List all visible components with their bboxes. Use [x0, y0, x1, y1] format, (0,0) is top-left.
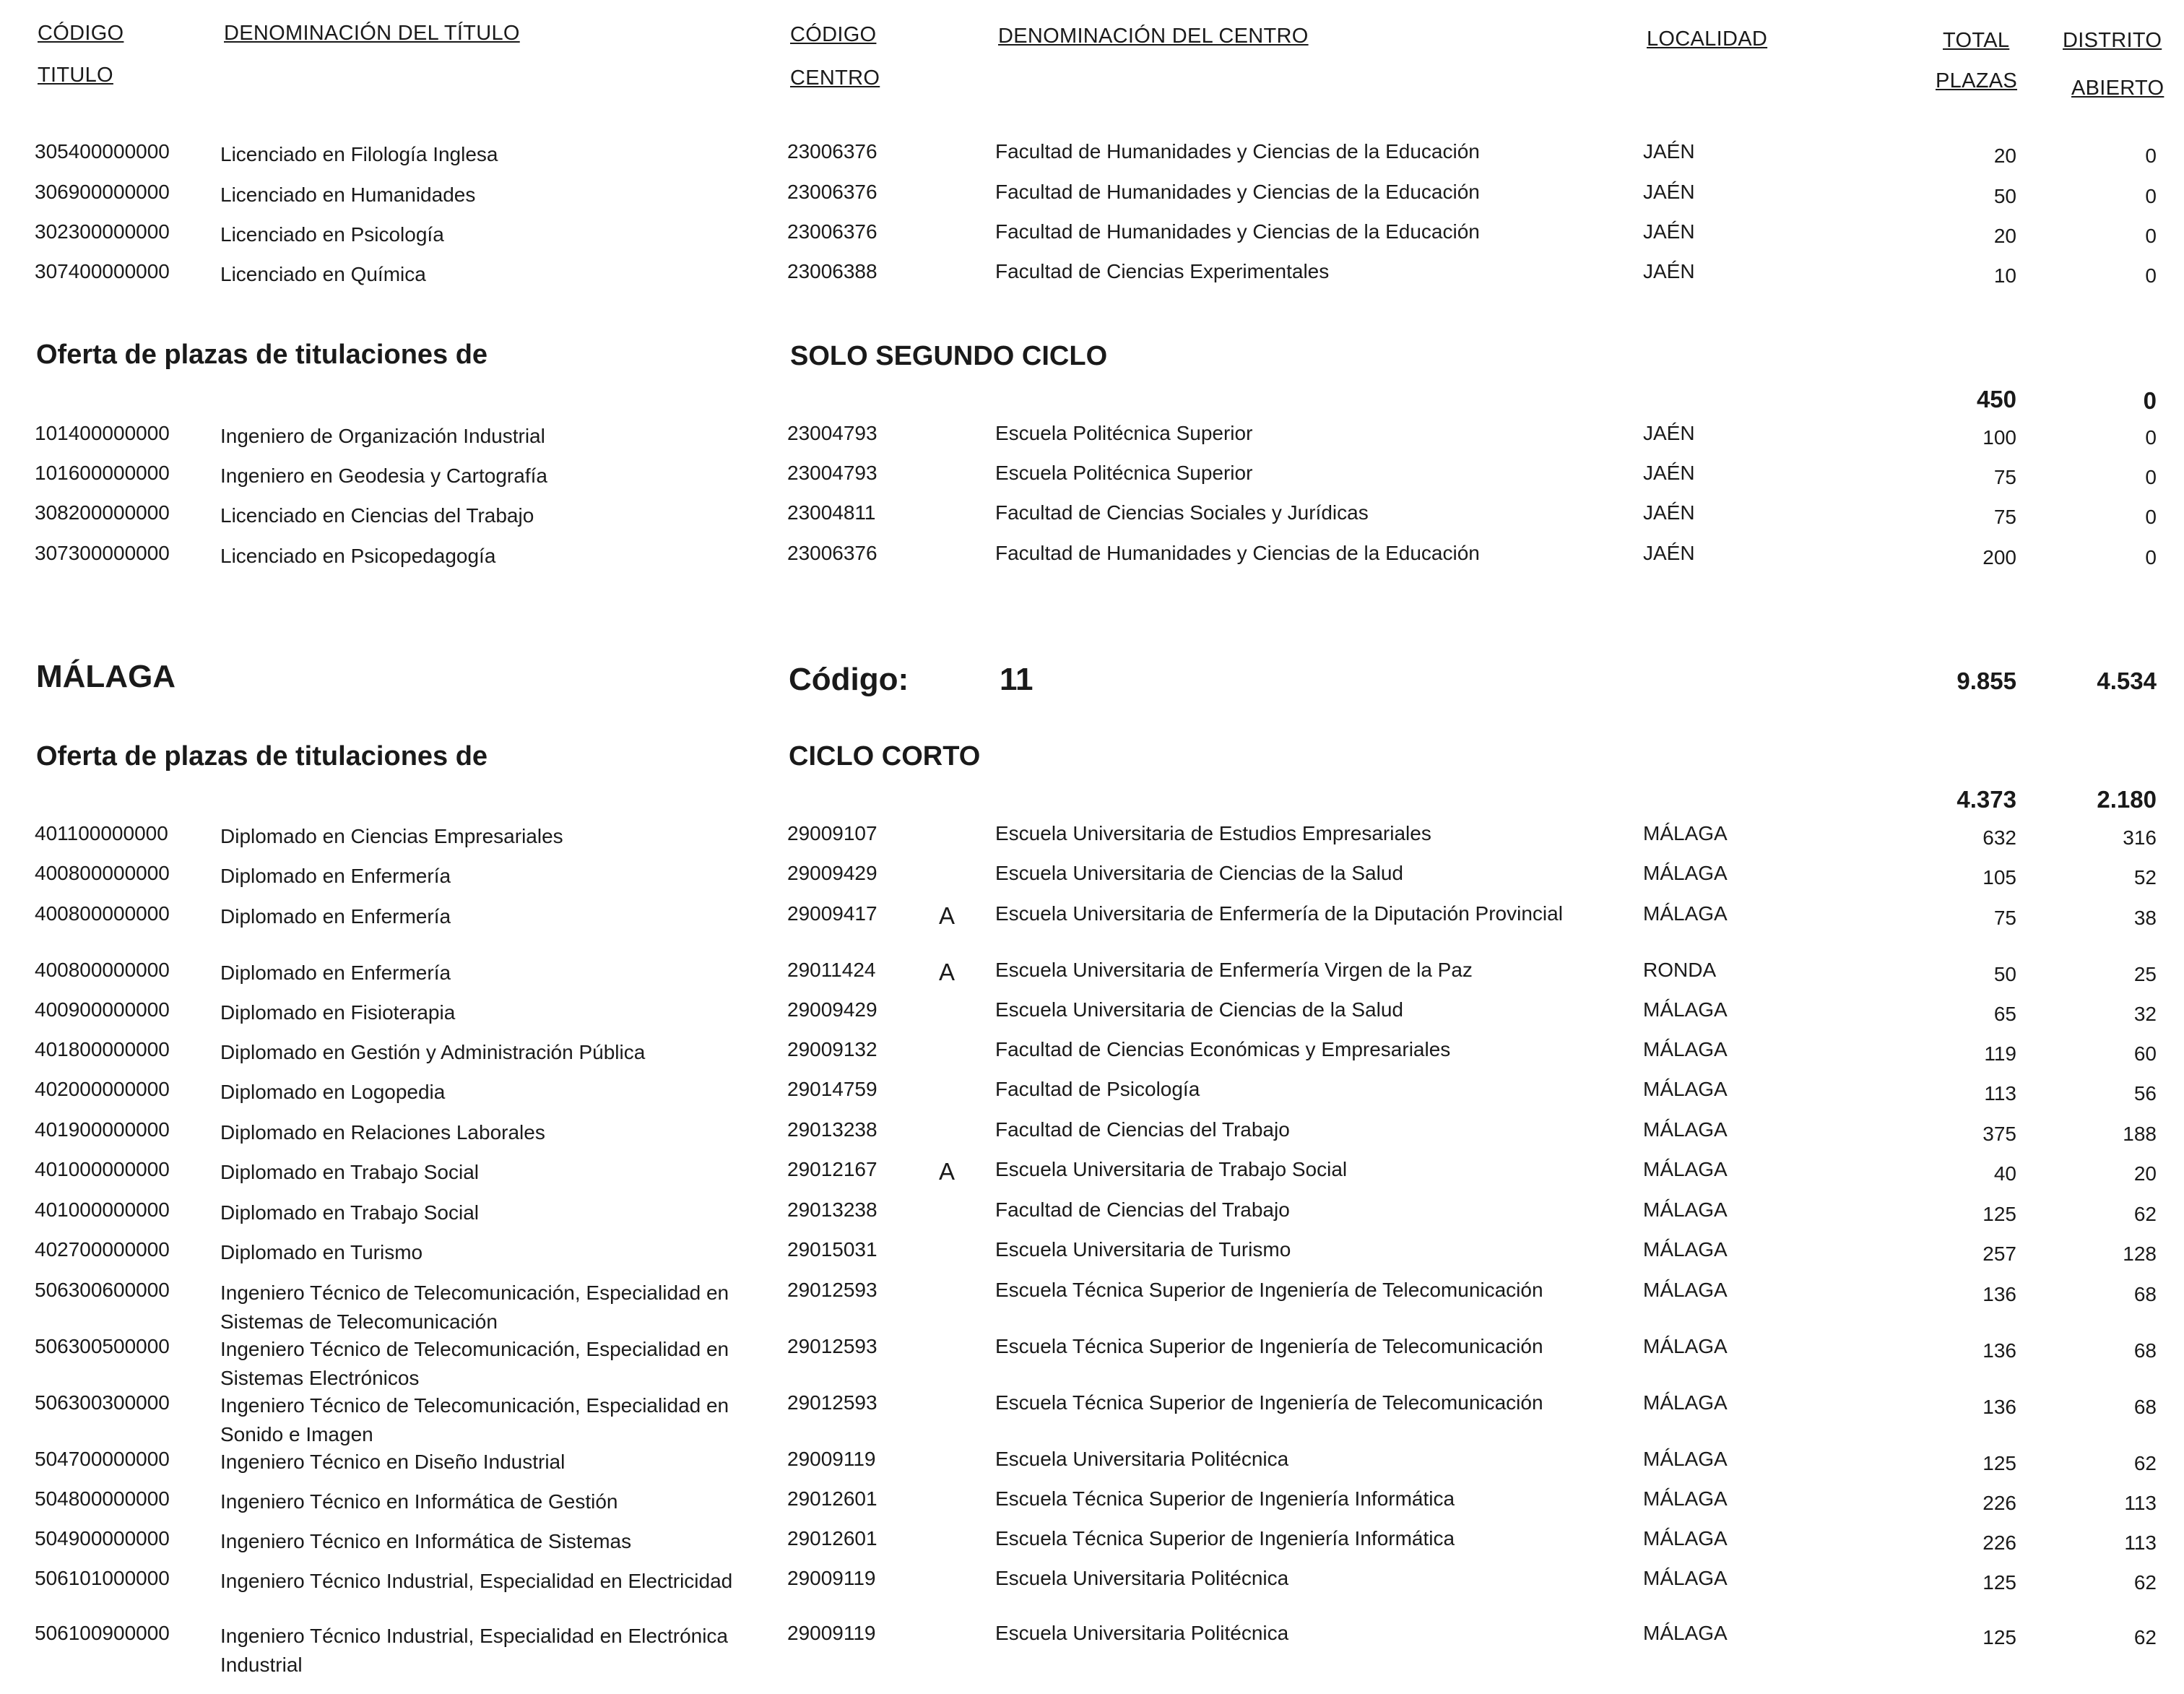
- distrito-abierto: 0: [2145, 466, 2157, 488]
- total-plazas: 20: [1993, 144, 2016, 167]
- centro-flag: A: [939, 959, 956, 985]
- distrito-abierto: 0: [2145, 264, 2157, 287]
- localidad: MÁLAGA: [1643, 998, 1728, 1021]
- province-name: MÁLAGA: [36, 659, 176, 694]
- denominacion-centro: Facultad de Psicología: [995, 1078, 1200, 1100]
- total-plazas: 125: [1982, 1626, 2016, 1648]
- codigo-centro: 29012167: [787, 1158, 878, 1180]
- denominacion-centro: Facultad de Humanidades y Ciencias de la Educación: [995, 140, 1480, 163]
- distrito-abierto: 62: [2133, 1571, 2157, 1594]
- codigo-titulo: 400800000000: [35, 959, 170, 981]
- codigo-titulo: 506300600000: [35, 1279, 170, 1301]
- localidad: MÁLAGA: [1643, 1391, 1728, 1414]
- header-codigo-titulo-2: TITULO: [38, 64, 113, 87]
- denominacion-centro: Facultad de Humanidades y Ciencias de la Educación: [995, 542, 1480, 564]
- denominacion-centro: Escuela Técnica Superior de Ingeniería Informática: [995, 1527, 1455, 1550]
- denominacion-titulo: Ingeniero Técnico en Informática de Gestión: [220, 1490, 618, 1513]
- localidad: JAÉN: [1643, 260, 1695, 282]
- localidad: JAÉN: [1643, 220, 1695, 243]
- localidad: MÁLAGA: [1643, 1158, 1728, 1180]
- header-localidad: LOCALIDAD: [1647, 27, 1768, 51]
- denominacion-titulo: Ingeniero Técnico de Telecomunicación, Especialidad en Sistemas Electrónicos: [220, 1338, 729, 1389]
- codigo-centro: 29012593: [787, 1391, 878, 1414]
- codigo-titulo: 504900000000: [35, 1527, 170, 1550]
- localidad: MÁLAGA: [1643, 902, 1728, 925]
- codigo-titulo: 402000000000: [35, 1078, 170, 1100]
- denominacion-centro: Escuela Universitaria Politécnica: [995, 1567, 1289, 1589]
- denominacion-titulo: Diplomado en Enfermería: [220, 905, 451, 928]
- localidad: MÁLAGA: [1643, 1335, 1728, 1357]
- codigo-titulo: 401900000000: [35, 1118, 170, 1141]
- codigo-titulo: 308200000000: [35, 501, 170, 524]
- distrito-abierto: 188: [2123, 1123, 2157, 1145]
- localidad: MÁLAGA: [1643, 1487, 1728, 1510]
- distrito-abierto: 113: [2124, 1492, 2157, 1514]
- centro-flag: A: [939, 1158, 956, 1185]
- total-plazas: 65: [1993, 1003, 2016, 1025]
- distrito-abierto: 113: [2124, 1531, 2157, 1554]
- distrito-abierto: 32: [2133, 1003, 2157, 1025]
- distrito-abierto: 0: [2145, 144, 2157, 167]
- localidad: MÁLAGA: [1643, 1279, 1728, 1301]
- codigo-titulo: 307400000000: [35, 260, 170, 282]
- denominacion-centro: Escuela Politécnica Superior: [995, 422, 1253, 444]
- localidad: MÁLAGA: [1643, 1527, 1728, 1550]
- distrito-abierto: 20: [2133, 1162, 2157, 1185]
- denominacion-centro: Facultad de Humanidades y Ciencias de la Educación: [995, 181, 1480, 203]
- localidad: MÁLAGA: [1643, 862, 1728, 884]
- distrito-abierto: 0: [2145, 185, 2157, 207]
- localidad: MÁLAGA: [1643, 1118, 1728, 1141]
- localidad: RONDA: [1643, 959, 1717, 981]
- total-plazas: 125: [1982, 1452, 2016, 1474]
- codigo-centro: 29011424: [787, 959, 876, 981]
- total-plazas: 10: [1993, 264, 2016, 287]
- header-denominacion-centro: DENOMINACIÓN DEL CENTRO: [998, 25, 1309, 48]
- codigo-titulo: 306900000000: [35, 181, 170, 203]
- denominacion-centro: Facultad de Ciencias Experimentales: [995, 260, 1330, 282]
- denominacion-centro: Escuela Universitaria de Enfermería de la Diputación Provincial: [995, 902, 1563, 925]
- codigo-centro: 29012593: [787, 1335, 878, 1357]
- denominacion-titulo: Diplomado en Gestión y Administración Pública: [220, 1041, 646, 1063]
- codigo-titulo: 504700000000: [35, 1448, 170, 1470]
- denominacion-centro: Escuela Universitaria de Ciencias de la Salud: [995, 998, 1403, 1021]
- denominacion-titulo: Licenciado en Filología Inglesa: [220, 143, 498, 165]
- codigo-titulo: 401000000000: [35, 1158, 170, 1180]
- codigo-titulo: 101600000000: [35, 462, 170, 484]
- total-plazas: 226: [1982, 1492, 2016, 1514]
- localidad: JAÉN: [1643, 501, 1695, 524]
- header-codigo-titulo-1: CÓDIGO: [38, 22, 124, 45]
- denominacion-titulo: Ingeniero de Organización Industrial: [220, 425, 545, 447]
- denominacion-titulo: Ingeniero Técnico de Telecomunicación, Especialidad en Sonido e Imagen: [220, 1394, 729, 1445]
- total-plazas: 375: [1982, 1123, 2016, 1145]
- denominacion-titulo: Licenciado en Psicopedagogía: [220, 545, 496, 567]
- distrito-abierto: 0: [2145, 506, 2157, 528]
- total-plazas: 20: [1993, 225, 2016, 247]
- localidad: JAÉN: [1643, 462, 1695, 484]
- section-total-plazas: 4.373: [1956, 786, 2016, 813]
- section-distrito-abierto: 0: [2143, 387, 2157, 414]
- header-distrito-abierto-1: DISTRITO: [2063, 29, 2162, 52]
- localidad: MÁLAGA: [1643, 1448, 1728, 1470]
- codigo-centro: 29009119: [787, 1567, 876, 1589]
- localidad: MÁLAGA: [1643, 1622, 1728, 1644]
- total-plazas: 257: [1982, 1243, 2016, 1265]
- codigo-centro: 29013238: [787, 1118, 878, 1141]
- denominacion-titulo: Licenciado en Humanidades: [220, 183, 476, 206]
- codigo-centro: 29009417: [787, 902, 878, 925]
- codigo-centro: 23004793: [787, 462, 878, 484]
- denominacion-titulo: Ingeniero Técnico Industrial, Especialidad en Electrónica Industrial: [220, 1625, 729, 1676]
- distrito-abierto: 316: [2123, 826, 2157, 849]
- codigo-centro: 29009132: [787, 1038, 878, 1060]
- denominacion-centro: Escuela Politécnica Superior: [995, 462, 1253, 484]
- codigo-centro: 29013238: [787, 1198, 878, 1221]
- codigo-titulo: 400900000000: [35, 998, 170, 1021]
- distrito-abierto: 0: [2145, 546, 2157, 569]
- denominacion-titulo: Licenciado en Química: [220, 263, 426, 285]
- localidad: MÁLAGA: [1643, 1238, 1728, 1261]
- codigo-titulo: 506101000000: [35, 1567, 170, 1589]
- distrito-abierto: 62: [2133, 1626, 2157, 1648]
- denominacion-centro: Facultad de Ciencias Económicas y Empresariales: [995, 1038, 1451, 1060]
- codigo-titulo: 402700000000: [35, 1238, 170, 1261]
- section-type: SOLO SEGUNDO CICLO: [790, 341, 1108, 371]
- localidad: MÁLAGA: [1643, 1198, 1728, 1221]
- denominacion-centro: Escuela Técnica Superior de Ingeniería de Telecomunicación: [995, 1391, 1543, 1414]
- header-total-plazas-1: TOTAL: [1943, 29, 2010, 52]
- denominacion-titulo: Licenciado en Ciencias del Trabajo: [220, 504, 534, 527]
- localidad: JAÉN: [1643, 542, 1695, 564]
- total-plazas: 136: [1982, 1396, 2016, 1418]
- localidad: MÁLAGA: [1643, 1038, 1728, 1060]
- codigo-titulo: 305400000000: [35, 140, 170, 163]
- province-total-plazas: 9.855: [1956, 667, 2016, 694]
- denominacion-titulo: Ingeniero Técnico de Telecomunicación, Especialidad en Sistemas de Telecomunicación: [220, 1282, 729, 1333]
- denominacion-centro: Facultad de Ciencias del Trabajo: [995, 1118, 1290, 1141]
- codigo-titulo: 401100000000: [35, 822, 168, 844]
- distrito-abierto: 128: [2123, 1243, 2157, 1265]
- distrito-abierto: 62: [2133, 1203, 2157, 1225]
- section-total-plazas: 450: [1976, 386, 2016, 412]
- section-label: Oferta de plazas de titulaciones de: [36, 741, 488, 772]
- codigo-titulo: 504800000000: [35, 1487, 170, 1510]
- denominacion-titulo: Licenciado en Psicología: [220, 223, 444, 246]
- codigo-centro: 23004793: [787, 422, 878, 444]
- total-plazas: 113: [1984, 1082, 2016, 1105]
- denominacion-titulo: Diplomado en Enfermería: [220, 865, 451, 887]
- section-label: Oferta de plazas de titulaciones de: [36, 340, 488, 370]
- province-codigo-label: Código:: [789, 662, 909, 697]
- denominacion-titulo: Diplomado en Ciencias Empresariales: [220, 825, 563, 847]
- codigo-centro: 23006376: [787, 181, 878, 203]
- denominacion-titulo: Diplomado en Trabajo Social: [220, 1201, 479, 1224]
- header-total-plazas-2: PLAZAS: [1936, 69, 2018, 92]
- codigo-centro: 29009119: [787, 1448, 876, 1470]
- total-plazas: 105: [1982, 866, 2016, 889]
- codigo-centro: 29012593: [787, 1279, 878, 1301]
- header-denominacion-titulo: DENOMINACIÓN DEL TÍTULO: [224, 22, 520, 45]
- codigo-centro: 29014759: [787, 1078, 878, 1100]
- denominacion-titulo: Diplomado en Enfermería: [220, 961, 451, 984]
- header-codigo-centro-2: CENTRO: [790, 66, 880, 90]
- section-type: CICLO CORTO: [789, 741, 981, 772]
- denominacion-titulo: Diplomado en Relaciones Laborales: [220, 1121, 545, 1144]
- denominacion-centro: Facultad de Ciencias del Trabajo: [995, 1198, 1290, 1221]
- distrito-abierto: 52: [2133, 866, 2157, 889]
- denominacion-centro: Escuela Universitaria Politécnica: [995, 1448, 1289, 1470]
- denominacion-centro: Escuela Universitaria Politécnica: [995, 1622, 1289, 1644]
- denominacion-centro: Escuela Técnica Superior de Ingeniería Informática: [995, 1487, 1455, 1510]
- distrito-abierto: 62: [2133, 1452, 2157, 1474]
- total-plazas: 136: [1982, 1339, 2016, 1362]
- codigo-titulo: 401800000000: [35, 1038, 170, 1060]
- distrito-abierto: 60: [2133, 1042, 2157, 1065]
- header-codigo-centro-1: CÓDIGO: [790, 23, 877, 46]
- localidad: MÁLAGA: [1643, 1567, 1728, 1589]
- codigo-centro: 23006376: [787, 140, 878, 163]
- localidad: JAÉN: [1643, 422, 1695, 444]
- codigo-titulo: 101400000000: [35, 422, 170, 444]
- province-codigo: 11: [1000, 662, 1034, 697]
- total-plazas: 632: [1982, 826, 2016, 849]
- codigo-centro: 23006376: [787, 220, 878, 243]
- total-plazas: 125: [1982, 1571, 2016, 1594]
- codigo-titulo: 400800000000: [35, 862, 170, 884]
- localidad: MÁLAGA: [1643, 1078, 1728, 1100]
- codigo-centro: 29009107: [787, 822, 878, 844]
- total-plazas: 50: [1993, 963, 2016, 985]
- header-distrito-abierto-2: ABIERTO: [2071, 77, 2164, 100]
- section-distrito-abierto: 2.180: [2097, 786, 2157, 813]
- codigo-centro: 29009429: [787, 862, 878, 884]
- distrito-abierto: 25: [2133, 963, 2157, 985]
- codigo-titulo: 506100900000: [35, 1622, 170, 1644]
- denominacion-centro: Escuela Universitaria de Ciencias de la Salud: [995, 862, 1403, 884]
- denominacion-centro: Escuela Universitaria de Enfermería Virgen de la Paz: [995, 959, 1473, 981]
- distrito-abierto: 68: [2133, 1339, 2157, 1362]
- total-plazas: 40: [1993, 1162, 2016, 1185]
- distrito-abierto: 0: [2145, 225, 2157, 247]
- localidad: MÁLAGA: [1643, 822, 1728, 844]
- codigo-titulo: 506300500000: [35, 1335, 170, 1357]
- localidad: JAÉN: [1643, 181, 1695, 203]
- codigo-centro: 29009119: [787, 1622, 876, 1644]
- denominacion-titulo: Ingeniero en Geodesia y Cartografía: [220, 464, 547, 487]
- total-plazas: 75: [1993, 907, 2016, 929]
- total-plazas: 75: [1993, 466, 2016, 488]
- denominacion-titulo: Ingeniero Técnico Industrial, Especialidad en Electricidad: [220, 1570, 733, 1592]
- codigo-titulo: 400800000000: [35, 902, 170, 925]
- denominacion-centro: Escuela Técnica Superior de Ingeniería de Telecomunicación: [995, 1279, 1543, 1301]
- total-plazas: 119: [1984, 1042, 2016, 1065]
- codigo-titulo: 302300000000: [35, 220, 170, 243]
- distrito-abierto: 68: [2133, 1396, 2157, 1418]
- distrito-abierto: 38: [2133, 907, 2157, 929]
- total-plazas: 226: [1982, 1531, 2016, 1554]
- localidad: JAÉN: [1643, 140, 1695, 163]
- total-plazas: 200: [1982, 546, 2016, 569]
- denominacion-centro: Escuela Universitaria de Estudios Empresariales: [995, 822, 1431, 844]
- total-plazas: 50: [1993, 185, 2016, 207]
- distrito-abierto: 68: [2133, 1283, 2157, 1305]
- denominacion-centro: Escuela Universitaria de Turismo: [995, 1238, 1291, 1261]
- denominacion-titulo: Ingeniero Técnico en Diseño Industrial: [220, 1451, 566, 1473]
- codigo-centro: 29015031: [787, 1238, 878, 1261]
- denominacion-titulo: Diplomado en Turismo: [220, 1241, 423, 1263]
- distrito-abierto: 0: [2145, 426, 2157, 449]
- total-plazas: 100: [1982, 426, 2016, 449]
- province-distrito-abierto: 4.534: [2097, 667, 2157, 694]
- denominacion-titulo: Diplomado en Trabajo Social: [220, 1161, 479, 1183]
- denominacion-centro: Facultad de Ciencias Sociales y Jurídicas: [995, 501, 1369, 524]
- total-plazas: 75: [1993, 506, 2016, 528]
- denominacion-titulo: Diplomado en Logopedia: [220, 1081, 446, 1103]
- denominacion-titulo: Diplomado en Fisioterapia: [220, 1001, 456, 1024]
- denominacion-centro: Facultad de Humanidades y Ciencias de la Educación: [995, 220, 1480, 243]
- codigo-centro: 23004811: [787, 501, 876, 524]
- codigo-centro: 29012601: [787, 1527, 878, 1550]
- centro-flag: A: [939, 902, 956, 929]
- total-plazas: 125: [1982, 1203, 2016, 1225]
- codigo-titulo: 506300300000: [35, 1391, 170, 1414]
- codigo-titulo: 307300000000: [35, 542, 170, 564]
- total-plazas: 136: [1982, 1283, 2016, 1305]
- codigo-centro: 23006376: [787, 542, 878, 564]
- codigo-centro: 29012601: [787, 1487, 878, 1510]
- codigo-centro: 29009429: [787, 998, 878, 1021]
- denominacion-centro: Escuela Universitaria de Trabajo Social: [995, 1158, 1348, 1180]
- codigo-titulo: 401000000000: [35, 1198, 170, 1221]
- denominacion-titulo: Ingeniero Técnico en Informática de Sistemas: [220, 1530, 632, 1552]
- denominacion-centro: Escuela Técnica Superior de Ingeniería de Telecomunicación: [995, 1335, 1543, 1357]
- codigo-centro: 23006388: [787, 260, 878, 282]
- distrito-abierto: 56: [2133, 1082, 2157, 1105]
